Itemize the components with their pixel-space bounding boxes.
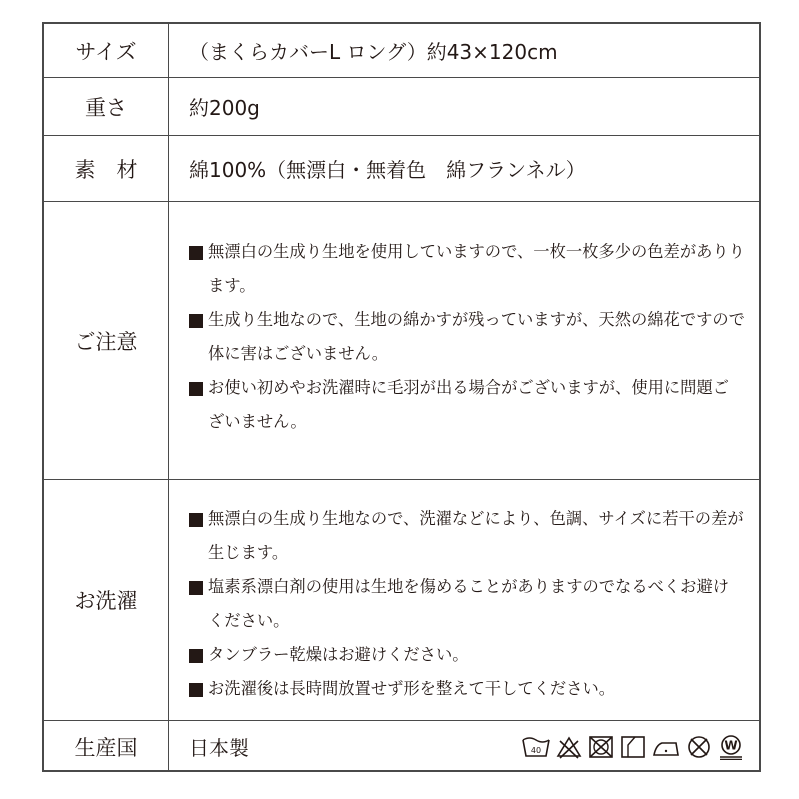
caution-notes [169,202,759,479]
washing-notes [169,480,759,720]
wet-cleaning-icon [717,734,745,760]
size-value: （まくらカバーL ロング）約43×120cm [189,40,558,64]
caution-note: お使い初めやお洗濯時に毛羽が出る場合がございますが、使用に問題ございません。 [188,371,745,439]
caution-note: 生成り生地なので、生地の綿かすが残っていますが、天然の綿花ですので体に害はございません。 [188,303,745,371]
weight-row [44,78,759,136]
no-dry-clean-icon [685,734,713,760]
origin-value: 日本製 [189,736,249,760]
size-label: サイズ [44,24,169,77]
caution-row [44,202,759,480]
wash-40-icon [521,734,551,760]
material-value: 綿100%（無漂白・無着色 綿フランネル） [189,158,586,182]
material-label: 素 材 [44,136,169,201]
origin-label: 生産国 [44,721,169,772]
material-row [44,136,759,202]
weight-value: 約200g [189,96,260,120]
no-tumble-dry-icon [587,734,615,760]
caution-note: 無漂白の生成り生地を使用していますので、一枚一枚多少の色差がありります。 [188,235,745,303]
size-row [44,24,759,78]
wet-cleaning-letter: W [724,738,738,753]
washing-note: 塩素系漂白剤の使用は生地を傷めることがありますのでなるべくお避けください。 [188,570,745,638]
care-symbols [521,734,745,760]
washing-row [44,480,759,721]
origin-row [44,721,759,772]
wash-temp-text: 40 [530,746,542,755]
caution-label: ご注意 [44,202,169,479]
iron-icon [651,734,681,760]
line-dry-icon [619,734,647,760]
no-bleach-icon [555,734,583,760]
washing-label: お洗濯 [44,480,169,720]
weight-label: 重さ [44,78,169,135]
washing-note: タンブラー乾燥はお避けください。 [188,638,745,672]
spec-table [42,22,761,772]
washing-note: お洗濯後は長時間放置せず形を整えて干してください。 [188,672,745,706]
washing-note: 無漂白の生成り生地なので、洗濯などにより、色調、サイズに若干の差が生じます。 [188,502,745,570]
